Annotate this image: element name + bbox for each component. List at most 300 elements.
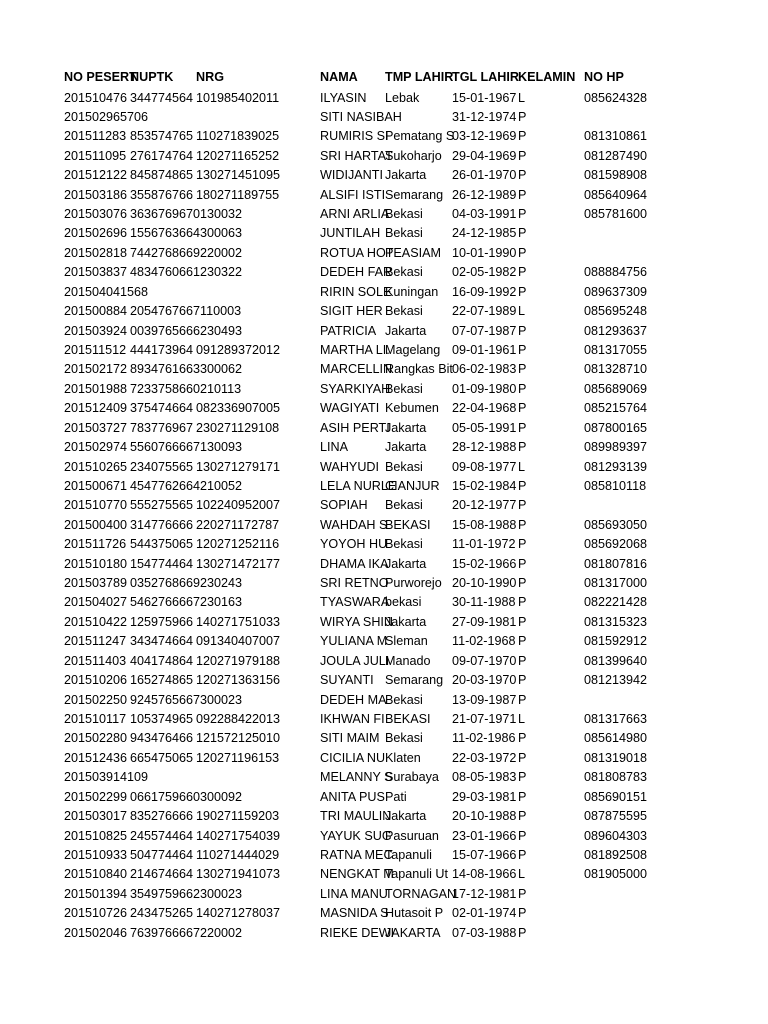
cell-tmp-lahir[interactable]: Bekasi — [385, 537, 423, 552]
cell-no-hp[interactable]: 081287490 — [584, 148, 648, 163]
cell-no-hp[interactable]: 085690151 — [584, 789, 648, 804]
cell-nuptk[interactable] — [130, 108, 196, 127]
cell-no-peserta[interactable]: 201502818 — [64, 245, 128, 260]
cell-nuptk[interactable]: 835276666 — [130, 809, 194, 823]
cell-no-hp[interactable]: 085215764 — [584, 401, 648, 416]
cell-nama[interactable]: TYASWARA — [320, 595, 390, 610]
cell-tgl-lahir[interactable]: 04-03-1991 — [452, 207, 517, 221]
cell-nrg[interactable] — [196, 574, 320, 593]
cell-nuptk[interactable]: 853574765 — [130, 129, 194, 144]
cell-no-peserta[interactable]: 201502965706 — [64, 109, 149, 124]
cell-nrg[interactable]: 102240952007 — [196, 498, 281, 513]
cell-no-peserta[interactable]: 201503076 — [64, 207, 128, 221]
cell-no-hp[interactable]: 081598908 — [584, 168, 648, 183]
cell-tgl-lahir[interactable]: 14-08-1966 — [452, 867, 517, 882]
cell-kelamin[interactable]: P — [518, 673, 527, 688]
cell-tgl-lahir[interactable]: 09-07-1970 — [452, 653, 517, 668]
cell-kelamin[interactable]: L — [518, 90, 526, 105]
cell-kelamin[interactable]: P — [518, 343, 527, 357]
cell-tgl-lahir[interactable]: 13-09-1987 — [452, 692, 517, 707]
cell-tmp-lahir[interactable]: Bekasi — [385, 304, 423, 319]
cell-nrg[interactable]: 120271979188 — [196, 653, 281, 668]
cell-nuptk[interactable]: 544375065 — [130, 537, 194, 552]
cell-nrg[interactable] — [196, 360, 320, 379]
cell-tgl-lahir[interactable]: 02-01-1974 — [452, 906, 517, 921]
cell-no-peserta[interactable]: 201511095 — [64, 148, 127, 163]
cell-kelamin[interactable]: P — [518, 653, 527, 668]
cell-no-hp[interactable] — [584, 924, 668, 943]
cell-tmp-lahir[interactable]: Sleman — [385, 634, 428, 649]
cell-kelamin[interactable]: P — [518, 925, 527, 940]
cell-kelamin[interactable]: P — [518, 517, 527, 532]
cell-no-peserta[interactable]: 201510180 — [64, 556, 128, 571]
cell-nama[interactable]: ASIH PERTI — [320, 420, 390, 435]
cell-no-hp[interactable]: 081319018 — [584, 750, 648, 765]
cell-nuptk[interactable]: 444173964 — [130, 343, 194, 357]
cell-no-hp[interactable]: 085693050 — [584, 517, 648, 532]
cell-nama[interactable]: DEDEH FAR — [320, 265, 393, 280]
cell-no-hp[interactable]: 089637309 — [584, 284, 648, 299]
cell-no-peserta[interactable]: 201511283 — [64, 129, 127, 144]
cell-nrg[interactable] — [196, 322, 320, 341]
cell-kelamin[interactable]: L — [518, 711, 526, 726]
cell-tmp-lahir[interactable]: Kebumen — [385, 401, 439, 416]
cell-tgl-lahir[interactable]: 08-05-1983 — [452, 770, 517, 785]
cell-nama[interactable]: WAHYUDI — [320, 459, 380, 474]
cell-nuptk[interactable]: 234075565 — [130, 459, 194, 474]
cell-nama[interactable]: SITI NASIBAH — [320, 109, 402, 124]
cell-nrg[interactable] — [196, 924, 320, 943]
cell-no-hp[interactable]: 087800165 — [584, 420, 648, 435]
cell-nrg[interactable] — [196, 768, 320, 787]
cell-nrg[interactable] — [196, 593, 320, 612]
cell-nrg[interactable]: 190271159203 — [196, 809, 280, 823]
cell-kelamin[interactable]: P — [518, 595, 527, 610]
cell-nrg[interactable]: 180271189755 — [196, 187, 280, 202]
cell-no-hp[interactable]: 081317055 — [584, 343, 648, 357]
cell-kelamin[interactable]: P — [518, 537, 527, 552]
cell-kelamin[interactable]: P — [518, 750, 527, 765]
cell-tmp-lahir[interactable]: Bekasi — [385, 731, 423, 746]
cell-nuptk[interactable]: 504774464 — [130, 847, 194, 862]
cell-nama[interactable]: WIRYA SHIN — [320, 614, 394, 629]
header-tmp-lahir[interactable]: TMP LAHIR — [385, 70, 454, 84]
cell-nuptk[interactable]: 1556763664300063 — [130, 226, 243, 241]
cell-no-peserta[interactable]: 201510117 — [64, 711, 127, 726]
cell-no-hp[interactable]: 081317000 — [584, 576, 648, 590]
cell-nuptk[interactable]: 2054767667110003 — [130, 304, 242, 319]
cell-nama[interactable]: IKHWAN FI — [320, 711, 385, 726]
cell-no-peserta[interactable]: 201500884 — [64, 304, 128, 319]
cell-no-peserta[interactable]: 201503017 — [64, 809, 128, 823]
cell-nuptk[interactable]: 7639766667220002 — [130, 925, 243, 940]
cell-nama[interactable]: SITI MAIM — [320, 731, 380, 746]
cell-tgl-lahir[interactable]: 15-01-1967 — [452, 90, 517, 105]
cell-no-peserta[interactable]: 201502299 — [64, 789, 128, 804]
cell-kelamin[interactable]: P — [518, 847, 527, 862]
cell-kelamin[interactable]: L — [518, 304, 526, 319]
cell-kelamin[interactable]: L — [518, 867, 526, 882]
cell-nama[interactable]: LINA — [320, 440, 348, 455]
cell-nrg[interactable]: 120271165252 — [196, 148, 280, 163]
cell-no-hp[interactable]: 085810118 — [584, 478, 647, 493]
cell-nama[interactable]: WAGIYATI — [320, 401, 380, 416]
header-nama[interactable]: NAMA — [320, 70, 358, 84]
cell-nuptk[interactable]: 5462766667230163 — [130, 595, 243, 610]
cell-no-peserta[interactable]: 201503914109 — [64, 770, 149, 785]
cell-no-peserta[interactable]: 201502172 — [64, 362, 128, 377]
cell-kelamin[interactable]: P — [518, 245, 527, 260]
cell-nama[interactable]: ROTUA HOT — [320, 245, 394, 260]
cell-tmp-lahir[interactable]: Jakarta — [385, 614, 427, 629]
cell-no-hp[interactable]: 081293139 — [584, 459, 648, 474]
cell-nuptk[interactable]: 404174864 — [130, 653, 194, 668]
cell-tgl-lahir[interactable]: 31-12-1974 — [452, 109, 517, 124]
cell-kelamin[interactable]: P — [518, 731, 527, 746]
cell-nrg[interactable]: 140271278037 — [196, 906, 281, 921]
cell-nama[interactable]: DHAMA IKA — [320, 556, 389, 571]
cell-nama[interactable]: ANITA PUS — [320, 789, 385, 804]
cell-tgl-lahir[interactable]: 29-04-1969 — [452, 148, 517, 163]
cell-no-peserta[interactable]: 201510422 — [64, 614, 128, 629]
cell-no-peserta[interactable]: 201502696 — [64, 226, 128, 241]
cell-nama[interactable]: MASNIDA S — [320, 906, 389, 921]
cell-nrg[interactable]: 101985402011 — [196, 90, 280, 105]
cell-tgl-lahir[interactable]: 06-02-1983 — [452, 362, 517, 377]
cell-tmp-lahir[interactable]: Jakarta — [385, 556, 427, 571]
cell-nuptk[interactable]: 276174764 — [130, 148, 194, 163]
cell-no-hp[interactable]: 087875595 — [584, 809, 648, 823]
cell-tmp-lahir[interactable]: Bekasi — [385, 265, 423, 280]
cell-no-hp[interactable] — [584, 691, 668, 710]
cell-no-hp[interactable]: 088884756 — [584, 265, 648, 280]
cell-nuptk[interactable]: 5560766667130093 — [130, 440, 243, 455]
cell-nama[interactable]: RIRIN SOLE — [320, 284, 392, 299]
cell-tgl-lahir[interactable]: 20-10-1988 — [452, 809, 517, 823]
cell-nrg[interactable] — [196, 380, 320, 399]
cell-kelamin[interactable]: P — [518, 148, 527, 163]
cell-no-hp[interactable]: 081905000 — [584, 867, 648, 882]
cell-kelamin[interactable]: P — [518, 226, 527, 241]
cell-nama[interactable]: ARNI ARLIA — [320, 207, 390, 221]
cell-tgl-lahir[interactable]: 30-11-1988 — [452, 595, 516, 610]
cell-no-peserta[interactable]: 201502250 — [64, 692, 128, 707]
cell-tmp-lahir[interactable]: Rangkas Bit — [385, 362, 453, 377]
cell-tgl-lahir[interactable]: 23-01-1966 — [452, 828, 517, 843]
cell-nrg[interactable]: 130271472177 — [196, 556, 281, 571]
cell-nama[interactable]: JOULA JULI — [320, 653, 390, 668]
cell-nrg[interactable]: 230271129108 — [196, 420, 280, 435]
cell-nama[interactable]: SYARKIYAH — [320, 381, 391, 396]
cell-kelamin[interactable]: P — [518, 381, 527, 396]
cell-nrg[interactable]: 092288422013 — [196, 711, 281, 726]
cell-tmp-lahir[interactable]: bekasi — [385, 595, 422, 610]
cell-kelamin[interactable]: P — [518, 576, 527, 590]
cell-nama[interactable]: YULIANA M — [320, 634, 388, 649]
cell-no-hp[interactable]: 085695248 — [584, 304, 648, 319]
cell-no-peserta[interactable]: 201510825 — [64, 828, 128, 843]
cell-nuptk[interactable]: 0661759660300092 — [130, 789, 243, 804]
cell-no-hp[interactable]: 085781600 — [584, 207, 648, 221]
cell-tgl-lahir[interactable]: 29-03-1981 — [452, 789, 517, 804]
cell-tgl-lahir[interactable]: 15-02-1984 — [452, 478, 517, 493]
cell-nrg[interactable] — [196, 205, 320, 224]
cell-no-peserta[interactable]: 201504041568 — [64, 284, 149, 299]
cell-nuptk[interactable]: 7233758660210113 — [130, 381, 242, 396]
header-tgl-lahir[interactable]: TGL LAHIR — [452, 70, 519, 84]
cell-no-hp[interactable]: 081310861 — [584, 129, 648, 144]
cell-kelamin[interactable]: P — [518, 828, 527, 843]
cell-tmp-lahir[interactable]: Bekasi — [385, 692, 423, 707]
cell-nama[interactable]: ALSIFI ISTI — [320, 187, 386, 202]
cell-tgl-lahir[interactable]: 15-07-1966 — [452, 847, 517, 862]
cell-tmp-lahir[interactable]: Klaten — [385, 750, 421, 765]
cell-no-hp[interactable]: 081592912 — [584, 634, 648, 649]
cell-kelamin[interactable]: P — [518, 129, 527, 144]
cell-tgl-lahir[interactable]: 11-01-1972 — [452, 537, 516, 552]
cell-nrg[interactable]: 140271751033 — [196, 614, 281, 629]
cell-no-peserta[interactable]: 201511512 — [64, 343, 127, 357]
cell-nrg[interactable] — [196, 885, 320, 904]
cell-nuptk[interactable]: 9245765667300023 — [130, 692, 243, 707]
cell-nrg[interactable] — [196, 244, 320, 263]
cell-tmp-lahir[interactable]: Jakarta — [385, 440, 427, 455]
cell-tgl-lahir[interactable]: 07-03-1988 — [452, 925, 517, 940]
cell-no-peserta[interactable]: 201512122 — [64, 168, 128, 183]
cell-no-peserta[interactable]: 201512409 — [64, 401, 128, 416]
cell-nama[interactable]: SUYANTI — [320, 673, 374, 688]
cell-no-peserta[interactable]: 201512436 — [64, 750, 128, 765]
cell-no-hp[interactable]: 081213942 — [584, 673, 648, 688]
cell-no-peserta[interactable]: 201500671 — [64, 478, 128, 493]
cell-nuptk[interactable]: 314776666 — [130, 517, 194, 532]
cell-nrg[interactable] — [196, 788, 320, 807]
cell-nuptk[interactable]: 165274865 — [130, 673, 194, 688]
cell-no-peserta[interactable]: 201510476 — [64, 90, 128, 105]
cell-no-peserta[interactable]: 201510726 — [64, 906, 128, 921]
cell-kelamin[interactable]: P — [518, 614, 527, 629]
cell-tmp-lahir[interactable]: Semarang — [385, 187, 444, 202]
cell-nuptk[interactable]: 555275565 — [130, 498, 194, 513]
cell-nama[interactable]: LINA MANU — [320, 886, 388, 901]
cell-nama[interactable]: YOYOH HU — [320, 537, 388, 552]
cell-kelamin[interactable]: P — [518, 770, 527, 785]
cell-nama[interactable]: MARCELLIN — [320, 362, 393, 377]
cell-nuptk[interactable]: 665475065 — [130, 750, 194, 765]
cell-tmp-lahir[interactable]: Magelang — [385, 343, 441, 357]
cell-tmp-lahir[interactable]: Bekasi — [385, 226, 423, 241]
cell-tmp-lahir[interactable]: Purworejo — [385, 576, 442, 590]
cell-tgl-lahir[interactable]: 15-02-1966 — [452, 556, 517, 571]
cell-no-hp[interactable] — [584, 108, 668, 127]
cell-nama[interactable]: SIGIT HER — [320, 304, 383, 319]
cell-no-hp[interactable] — [584, 244, 668, 263]
cell-no-peserta[interactable]: 201502046 — [64, 925, 128, 940]
cell-tmp-lahir[interactable]: CIANJUR — [385, 478, 440, 493]
cell-no-hp[interactable]: 085640964 — [584, 187, 648, 202]
cell-no-hp[interactable] — [584, 885, 668, 904]
cell-nuptk[interactable]: 344774564 — [130, 90, 194, 105]
cell-kelamin[interactable]: P — [518, 420, 527, 435]
cell-nama[interactable]: SRI HARTAT — [320, 148, 393, 163]
cell-kelamin[interactable]: P — [518, 692, 527, 707]
cell-tmp-lahir[interactable]: Sukoharjo — [385, 148, 442, 163]
cell-nuptk[interactable] — [130, 768, 196, 787]
cell-nama[interactable]: ILYASIN — [320, 90, 367, 105]
cell-nrg[interactable] — [196, 108, 320, 127]
cell-tmp-lahir[interactable]: Kuningan — [385, 284, 439, 299]
cell-tgl-lahir[interactable]: 22-03-1972 — [452, 750, 517, 765]
cell-kelamin[interactable]: P — [518, 109, 527, 124]
cell-no-peserta[interactable]: 201503186 — [64, 187, 128, 202]
cell-nama[interactable]: PATRICIA — [320, 323, 377, 338]
cell-tmp-lahir[interactable]: Pasuruan — [385, 828, 439, 843]
cell-tgl-lahir[interactable]: 26-12-1989 — [452, 187, 517, 202]
cell-tgl-lahir[interactable]: 21-07-1971 — [452, 711, 517, 726]
cell-tmp-lahir[interactable]: Bekasi — [385, 207, 423, 221]
cell-nrg[interactable]: 120271252116 — [196, 537, 280, 552]
cell-tgl-lahir[interactable]: 22-07-1989 — [452, 304, 517, 319]
cell-kelamin[interactable]: P — [518, 284, 527, 299]
cell-tmp-lahir[interactable]: Tapanuli Ut — [385, 867, 449, 882]
cell-nama[interactable]: JUNTILAH — [320, 226, 381, 241]
cell-tgl-lahir[interactable]: 07-07-1987 — [452, 323, 517, 338]
cell-tgl-lahir[interactable]: 15-08-1988 — [452, 517, 517, 532]
cell-kelamin[interactable]: P — [518, 187, 527, 202]
cell-tmp-lahir[interactable]: Jakarta — [385, 168, 427, 183]
cell-no-hp[interactable]: 089604303 — [584, 828, 648, 843]
cell-no-hp[interactable]: 081399640 — [584, 653, 648, 668]
cell-tmp-lahir[interactable]: Jakarta — [385, 323, 427, 338]
cell-nuptk[interactable]: 243475265 — [130, 906, 194, 921]
cell-nuptk[interactable]: 343474664 — [130, 634, 194, 649]
cell-no-peserta[interactable]: 201511403 — [64, 653, 127, 668]
cell-tmp-lahir[interactable]: Bekasi — [385, 498, 423, 513]
cell-no-peserta[interactable]: 201504027 — [64, 595, 128, 610]
cell-tmp-lahir[interactable]: Lebak — [385, 90, 420, 105]
cell-nuptk[interactable]: 783776967 — [130, 420, 194, 435]
cell-tmp-lahir[interactable] — [385, 108, 452, 127]
cell-nama[interactable]: WIDIJANTI — [320, 168, 383, 183]
header-nuptk[interactable]: NUPTK — [130, 70, 174, 84]
cell-nama[interactable]: RUMIRIS SI — [320, 129, 389, 144]
cell-nuptk[interactable]: 4547762664210052 — [130, 478, 243, 493]
cell-kelamin[interactable]: P — [518, 265, 527, 280]
header-nrg[interactable]: NRG — [196, 70, 224, 84]
cell-no-hp[interactable] — [584, 224, 668, 243]
cell-nuptk[interactable]: 4834760661230322 — [130, 265, 243, 280]
cell-nuptk[interactable]: 375474664 — [130, 401, 194, 416]
cell-no-peserta[interactable]: 201500400 — [64, 517, 128, 532]
cell-tgl-lahir[interactable]: 09-01-1961 — [452, 343, 517, 357]
cell-no-hp[interactable]: 081328710 — [584, 362, 648, 377]
cell-nama[interactable]: LELA NURLE — [320, 478, 397, 493]
cell-kelamin[interactable]: P — [518, 362, 527, 377]
cell-tgl-lahir[interactable]: 22-04-1968 — [452, 401, 517, 416]
cell-nrg[interactable]: 091340407007 — [196, 634, 281, 649]
cell-kelamin[interactable]: P — [518, 809, 527, 823]
cell-kelamin[interactable]: P — [518, 207, 527, 221]
cell-tmp-lahir[interactable]: BEKASI — [385, 711, 431, 726]
cell-nama[interactable]: MELANNY S — [320, 770, 393, 785]
cell-kelamin[interactable]: P — [518, 440, 527, 455]
cell-no-peserta[interactable]: 201501394 — [64, 886, 128, 901]
cell-no-hp[interactable]: 081315323 — [584, 614, 648, 629]
cell-no-hp[interactable]: 081317663 — [584, 711, 648, 726]
cell-nrg[interactable]: 110271839025 — [196, 129, 280, 144]
cell-nrg[interactable]: 220271172787 — [196, 517, 280, 532]
cell-tmp-lahir[interactable]: Jakarta — [385, 809, 427, 823]
cell-nrg[interactable]: 082336907005 — [196, 401, 281, 416]
cell-tgl-lahir[interactable]: 20-10-1990 — [452, 576, 517, 590]
cell-tgl-lahir[interactable]: 17-12-1981 — [452, 886, 517, 901]
header-kelamin[interactable]: KELAMIN — [518, 70, 576, 84]
cell-no-hp[interactable] — [584, 904, 668, 923]
cell-nuptk[interactable]: 845874865 — [130, 168, 194, 183]
cell-tgl-lahir[interactable]: 11-02-1968 — [452, 634, 516, 649]
cell-tmp-lahir[interactable]: Manado — [385, 653, 431, 668]
cell-tgl-lahir[interactable]: 05-05-1991 — [452, 420, 517, 435]
cell-tgl-lahir[interactable]: 09-08-1977 — [452, 459, 517, 474]
cell-tmp-lahir[interactable]: TORNAGAN — [385, 886, 457, 901]
cell-tgl-lahir[interactable]: 24-12-1985 — [452, 226, 517, 241]
cell-no-peserta[interactable]: 201510265 — [64, 459, 128, 474]
cell-nama[interactable]: TRI MAULIN — [320, 809, 392, 823]
cell-kelamin[interactable]: L — [518, 459, 526, 474]
cell-kelamin[interactable]: P — [518, 634, 527, 649]
cell-no-peserta[interactable]: 201510840 — [64, 867, 128, 882]
cell-nama[interactable]: YAYUK SUG — [320, 828, 392, 843]
cell-no-hp[interactable]: 085692068 — [584, 537, 648, 552]
cell-tgl-lahir[interactable]: 11-02-1986 — [452, 731, 516, 746]
cell-kelamin[interactable]: P — [518, 789, 527, 804]
cell-nuptk[interactable]: 3549759662300023 — [130, 886, 243, 901]
cell-no-hp[interactable]: 085689069 — [584, 381, 648, 396]
cell-kelamin[interactable]: P — [518, 556, 527, 571]
cell-kelamin[interactable]: P — [518, 323, 527, 338]
cell-nrg[interactable]: 120271363156 — [196, 673, 281, 688]
cell-no-peserta[interactable]: 201503837 — [64, 265, 128, 280]
cell-nama[interactable]: RATNA MEC — [320, 847, 393, 862]
cell-no-hp[interactable]: 085614980 — [584, 731, 648, 746]
cell-tmp-lahir[interactable]: PEASIAM — [385, 245, 441, 260]
cell-nuptk[interactable]: 0352768669230243 — [130, 576, 243, 590]
cell-tgl-lahir[interactable]: 26-01-1970 — [452, 168, 517, 183]
cell-tmp-lahir[interactable]: Bekasi — [385, 459, 423, 474]
cell-tgl-lahir[interactable]: 27-09-1981 — [452, 614, 517, 629]
cell-no-peserta[interactable]: 201510933 — [64, 847, 128, 862]
cell-no-peserta[interactable]: 201511726 — [64, 537, 127, 552]
header-no-hp[interactable]: NO HP — [584, 70, 624, 84]
cell-no-peserta[interactable]: 201502974 — [64, 440, 128, 455]
cell-nama[interactable]: WAHDAH S — [320, 517, 388, 532]
cell-nrg[interactable]: 110271444029 — [196, 847, 280, 862]
cell-no-hp[interactable]: 081892508 — [584, 847, 648, 862]
cell-no-peserta[interactable]: 201503924 — [64, 323, 128, 338]
cell-tgl-lahir[interactable]: 01-09-1980 — [452, 381, 517, 396]
cell-no-peserta[interactable]: 201510770 — [64, 498, 128, 513]
cell-nuptk[interactable]: 355876766 — [130, 187, 194, 202]
cell-nuptk[interactable]: 154774464 — [130, 556, 194, 571]
cell-tgl-lahir[interactable]: 28-12-1988 — [452, 440, 517, 455]
cell-tmp-lahir[interactable]: Pati — [385, 789, 407, 804]
cell-kelamin[interactable]: P — [518, 401, 527, 416]
cell-nrg[interactable] — [196, 302, 320, 321]
cell-tgl-lahir[interactable]: 20-03-1970 — [452, 673, 517, 688]
cell-no-hp[interactable]: 081808783 — [584, 770, 648, 785]
cell-nama[interactable]: MARTHA LI. — [320, 343, 390, 357]
cell-nrg[interactable]: 140271754039 — [196, 828, 281, 843]
